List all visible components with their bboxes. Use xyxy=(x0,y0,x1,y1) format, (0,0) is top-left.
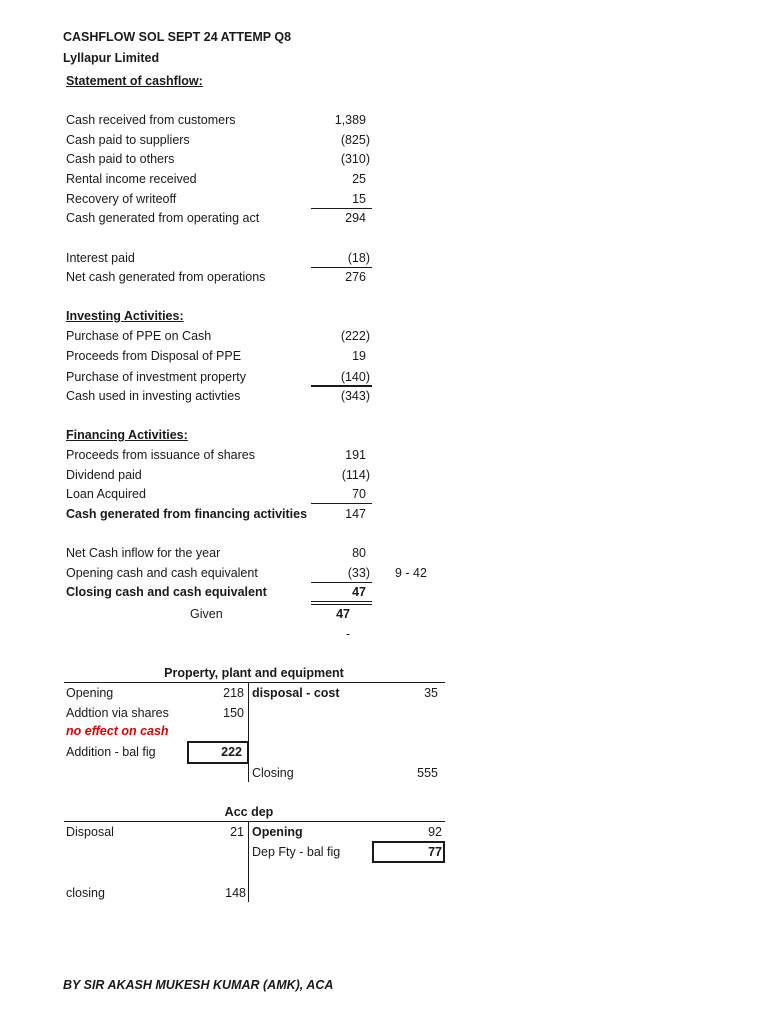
accdep-title: Acc dep xyxy=(224,805,274,819)
subtotal-line xyxy=(311,503,372,504)
row-value: 294 xyxy=(345,211,366,225)
accdep-label: Dep Fty - bal fig xyxy=(252,845,341,859)
row-value: (18) xyxy=(347,251,370,265)
row-label: Proceeds from issuance of shares xyxy=(66,448,255,462)
company-name: Lyllapur Limited xyxy=(63,51,160,65)
row-label: Dividend paid xyxy=(66,468,142,482)
ppe-note: no effect on cash xyxy=(66,724,169,738)
t-account-top xyxy=(64,821,445,822)
row-value: 276 xyxy=(345,270,366,284)
row-label: Purchase of PPE on Cash xyxy=(66,329,212,343)
row-value: (33) xyxy=(347,566,370,580)
accdep-value: 77 xyxy=(428,845,442,859)
row-label: Net Cash inflow for the year xyxy=(66,546,221,560)
row-value: 191 xyxy=(345,448,366,462)
row-value: 80 xyxy=(352,546,366,560)
row-value: 70 xyxy=(352,487,366,501)
author-footer: BY SIR AKASH MUKESH KUMAR (AMK), ACA xyxy=(63,978,334,992)
row-label: Cash used in investing activties xyxy=(66,389,241,403)
row-value: (343) xyxy=(340,389,370,403)
given-value: 47 xyxy=(336,607,350,621)
financing-heading: Financing Activities: xyxy=(66,428,188,442)
ppe-title: Property, plant and equipment xyxy=(164,666,344,680)
subtotal-line xyxy=(311,208,372,209)
statement-title: Statement of cashflow: xyxy=(66,74,203,88)
difference: - xyxy=(346,627,351,641)
t-account-divider xyxy=(248,682,249,782)
subtotal-line xyxy=(311,385,372,387)
row-label: Closing cash and cash equivalent xyxy=(66,585,267,599)
ppe-label: Addtion via shares xyxy=(66,706,169,720)
accdep-label: Opening xyxy=(252,825,303,839)
row-label: Opening cash and cash equivalent xyxy=(66,566,258,580)
row-label: Cash generated from financing activities xyxy=(66,507,308,521)
accdep-label: Disposal xyxy=(66,825,114,839)
row-label: Cash paid to others xyxy=(66,152,175,166)
row-label: Cash generated from operating act xyxy=(66,211,260,225)
ppe-label: Closing xyxy=(252,766,294,780)
row-value: 1,389 xyxy=(334,113,366,127)
ppe-value: 555 xyxy=(417,766,438,780)
given-label: Given xyxy=(190,607,223,621)
row-value: (310) xyxy=(340,152,370,166)
accdep-value: 148 xyxy=(225,886,246,900)
accdep-label: closing xyxy=(66,886,105,900)
row-label: Cash paid to suppliers xyxy=(66,133,190,147)
double-underline xyxy=(311,601,372,602)
row-value: 47 xyxy=(352,585,366,599)
ppe-value: 35 xyxy=(424,686,438,700)
row-value: (222) xyxy=(340,329,370,343)
working-note: 9 - 42 xyxy=(395,566,427,580)
subtotal-line xyxy=(311,267,372,268)
double-underline xyxy=(311,604,372,605)
row-value: 19 xyxy=(352,349,366,363)
row-label: Purchase of investment property xyxy=(66,370,246,384)
t-account-top xyxy=(64,682,445,683)
ppe-value: 222 xyxy=(221,745,242,759)
row-label: Loan Acquired xyxy=(66,487,146,501)
doc-title: CASHFLOW SOL SEPT 24 ATTEMP Q8 xyxy=(63,30,292,44)
ppe-label: Addition - bal fig xyxy=(66,745,156,759)
ppe-value: 218 xyxy=(223,686,244,700)
investing-heading: Investing Activities: xyxy=(66,309,184,323)
row-value: (140) xyxy=(340,370,370,384)
row-label: Proceeds from Disposal of PPE xyxy=(66,349,242,363)
row-value: 15 xyxy=(352,192,366,206)
row-label: Cash received from customers xyxy=(66,113,236,127)
accdep-value: 21 xyxy=(230,825,244,839)
subtotal-line xyxy=(311,582,372,583)
accdep-value: 92 xyxy=(428,825,442,839)
row-value: (114) xyxy=(341,468,370,482)
ppe-label: Opening xyxy=(66,686,114,700)
t-account-divider xyxy=(248,821,249,902)
row-label: Rental income received xyxy=(66,172,197,186)
row-label: Interest paid xyxy=(66,251,135,265)
row-value: (825) xyxy=(340,133,370,147)
ppe-value: 150 xyxy=(223,706,244,720)
row-label: Net cash generated from operations xyxy=(66,270,266,284)
row-value: 25 xyxy=(352,172,366,186)
row-value: 147 xyxy=(345,507,366,521)
row-label: Recovery of writeoff xyxy=(66,192,177,206)
ppe-label: disposal - cost xyxy=(252,686,340,700)
